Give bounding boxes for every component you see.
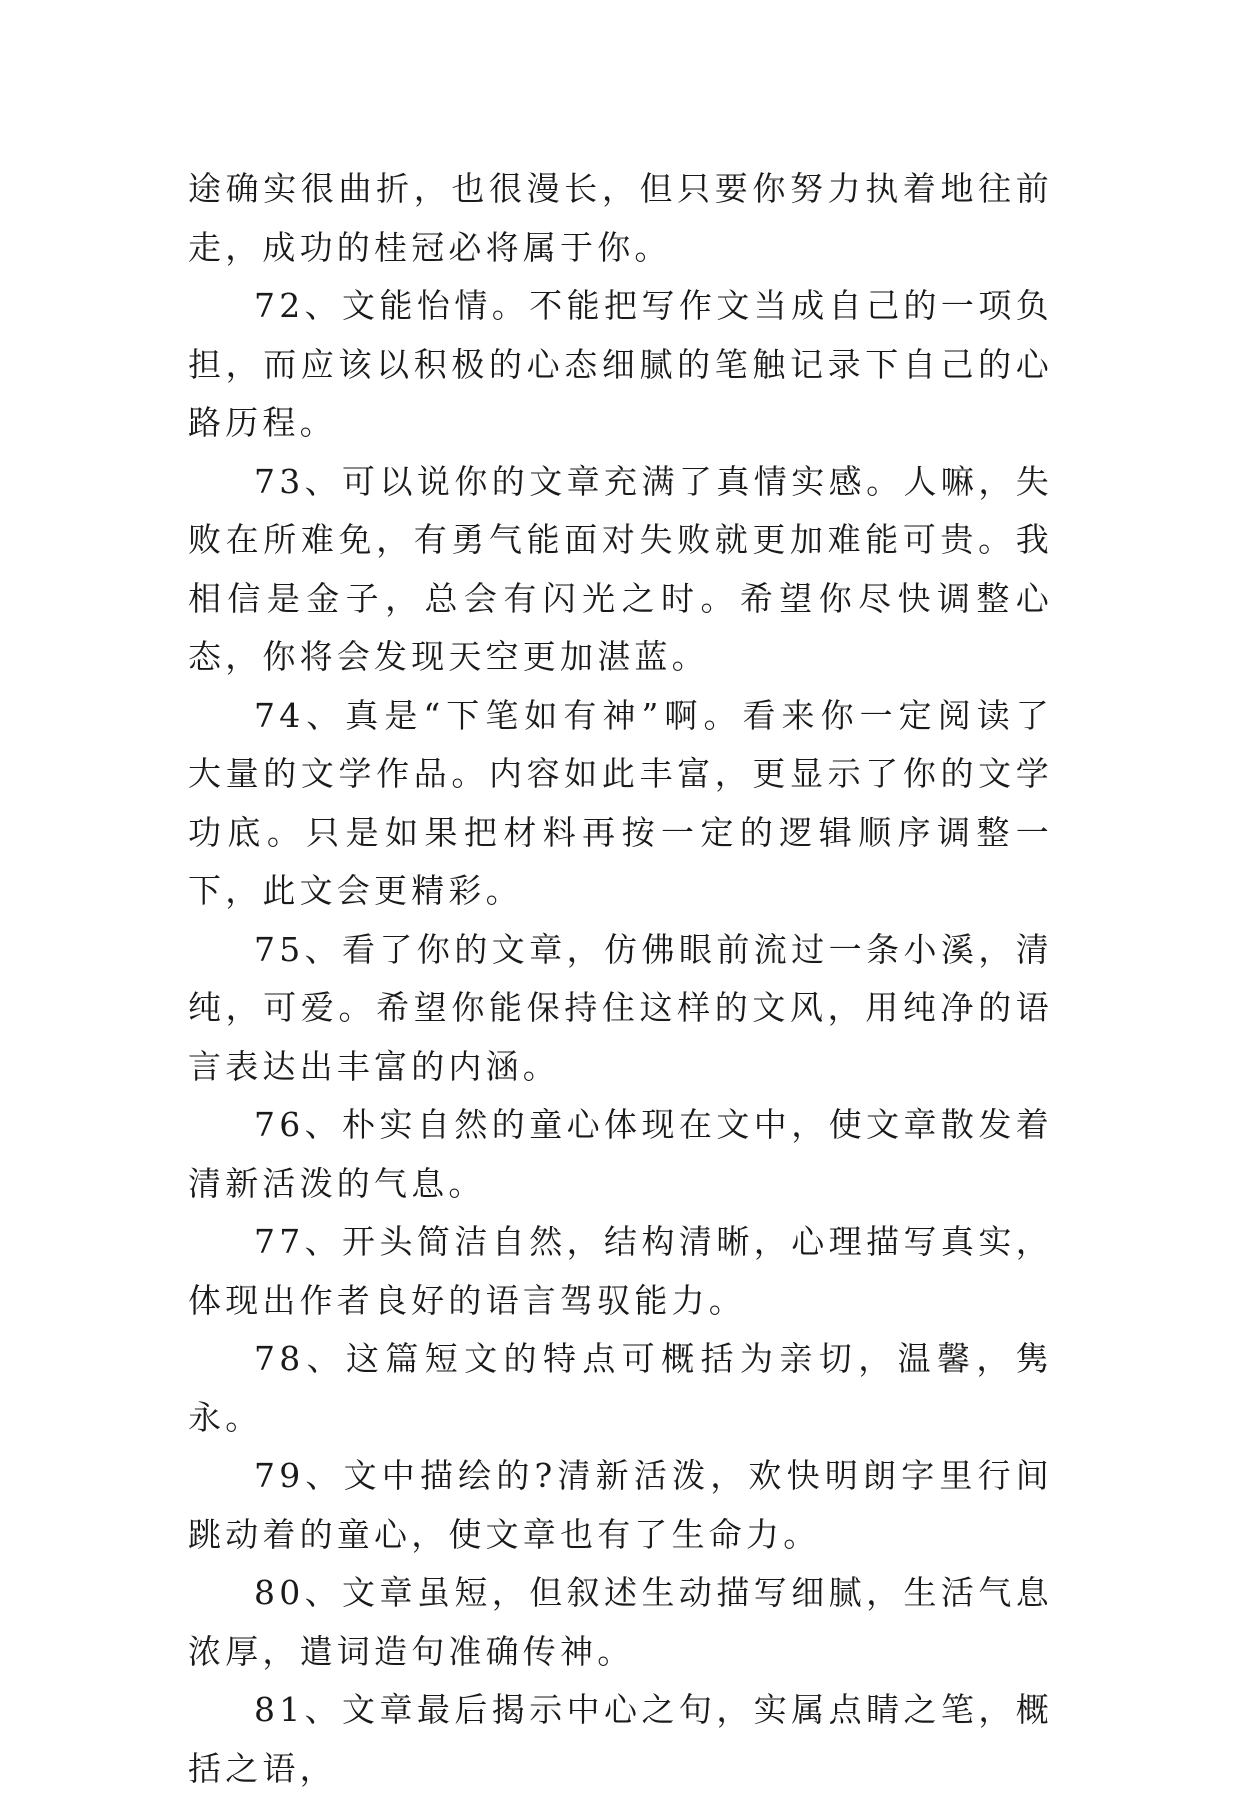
paragraph-78: 78、这篇短文的特点可概括为亲切，温馨，隽永。 (188, 1339, 1053, 1437)
paragraph-80: 80、文章虽短，但叙述生动描写细腻，生活气息浓厚，遣词造句准确传神。 (188, 1573, 1053, 1671)
paragraph-75: 75、看了你的文章，仿佛眼前流过一条小溪，清纯，可爱。希望你能保持住这样的文风，用纯净的语言表达出丰富的内涵。 (188, 929, 1053, 1086)
document-body (188, 160, 1053, 1798)
paragraph-76: 76、朴实自然的童心体现在文中，使文章散发着清新活泼的气息。 (188, 1105, 1053, 1203)
paragraph-continuation: 途确实很曲折，也很漫长，但只要你努力执着地往前走，成功的桂冠必将属于你。 (188, 169, 1053, 267)
paragraph-74: 74、真是“下笔如有神”啊。看来你一定阅读了大量的文学作品。内容如此丰富，更显示了你的文学功底。只是如果把材料再按一定的逻辑顺序调整一下，此文会更精彩。 (188, 695, 1053, 910)
paragraph-81: 81、文章最后揭示中心之句，实属点睛之笔，概括之语， (188, 1690, 1053, 1788)
paragraph-72: 72、文能怡情。不能把写作文当成自己的一项负担，而应该以积极的心态细腻的笔触记录下自己的心路历程。 (188, 286, 1053, 442)
paragraph-73: 73、可以说你的文章充满了真情实感。人嘛，失败在所难免，有勇气能面对失败就更加难能可贵。我相信是金子，总会有闪光之时。希望你尽快调整心态，你将会发现天空更加湛蓝。 (188, 461, 1053, 676)
paragraph-79: 79、文中描绘的?清新活泼，欢快明朗字里行间跳动着的童心，使文章也有了生命力。 (188, 1456, 1053, 1554)
paragraph-77: 77、开头简洁自然，结构清晰，心理描写真实，体现出作者良好的语言驾驭能力。 (188, 1222, 1053, 1320)
